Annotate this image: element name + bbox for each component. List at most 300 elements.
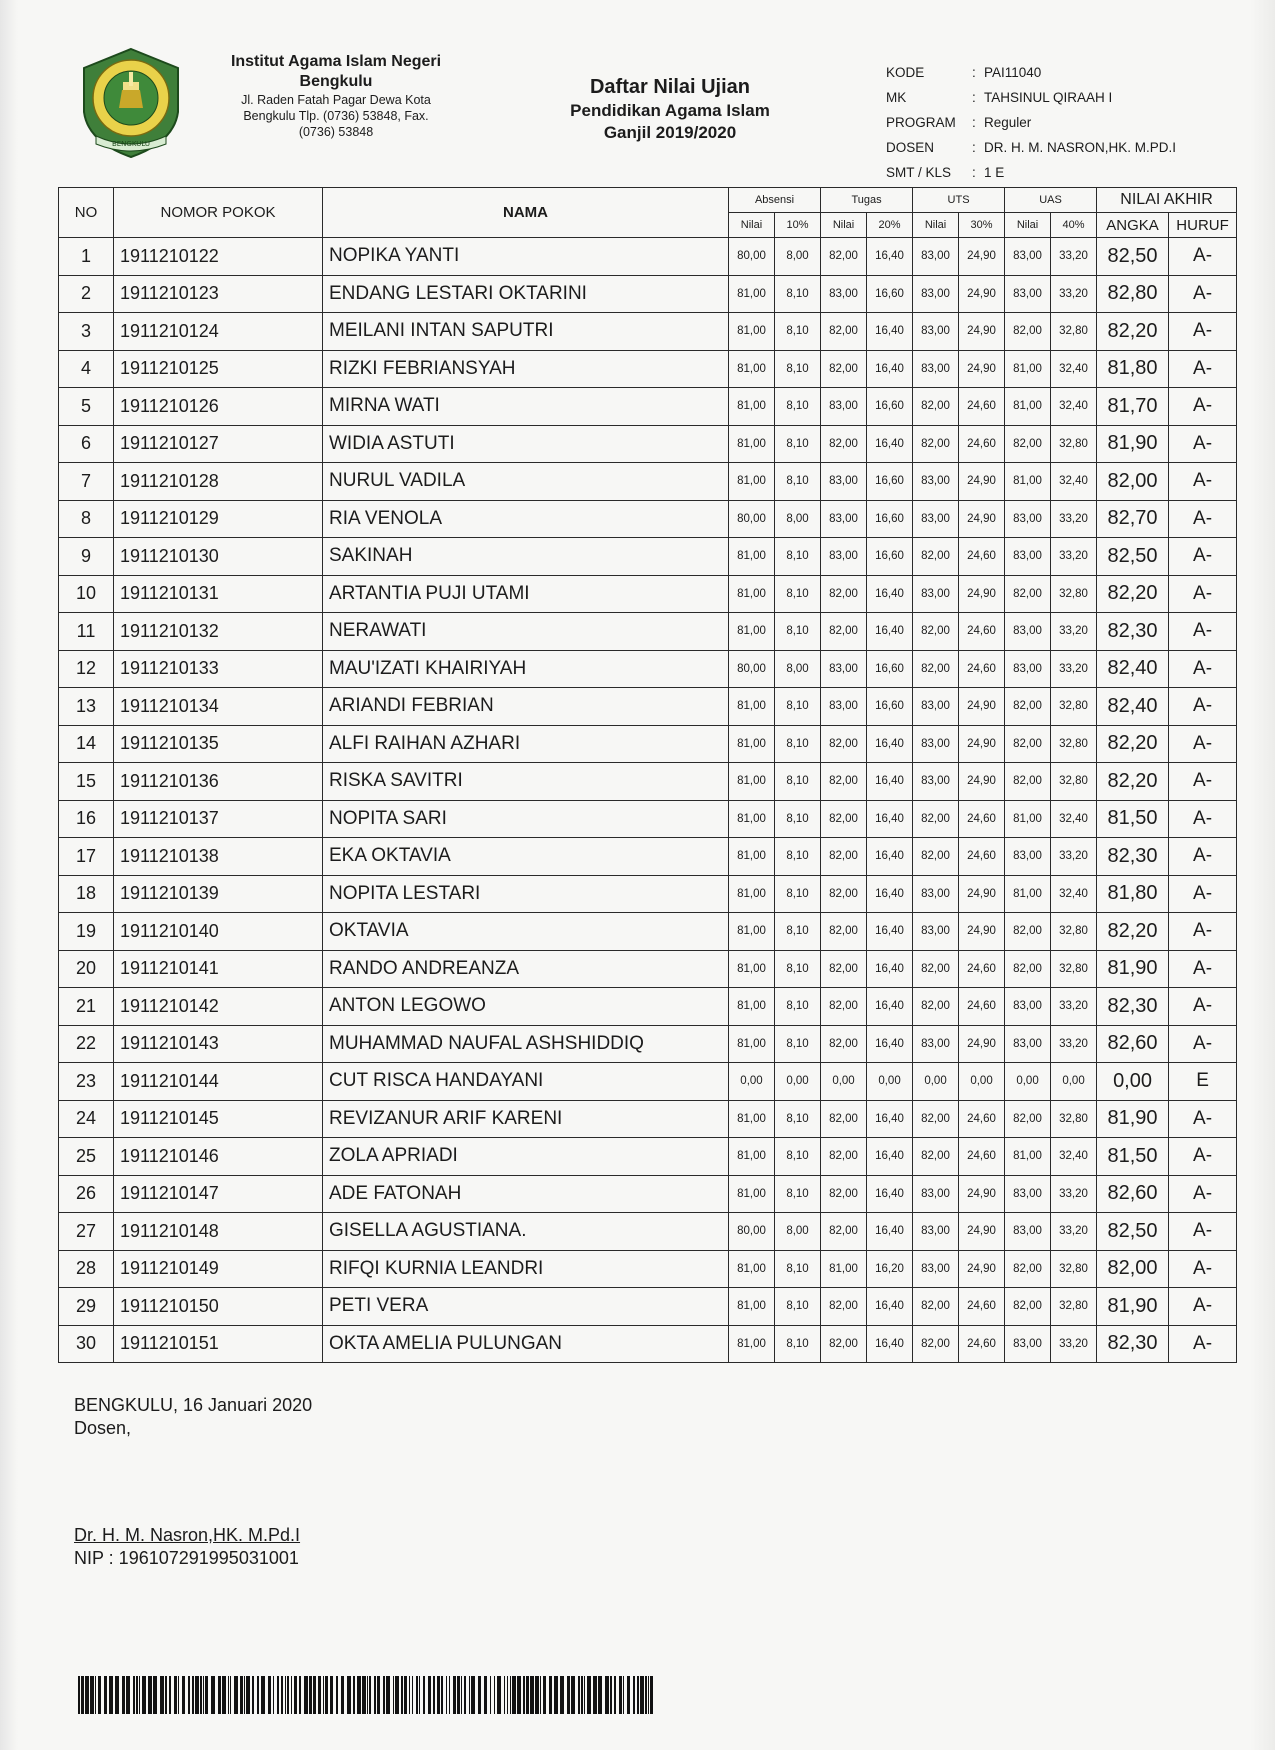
nilai-angka: 82,20 bbox=[1097, 725, 1169, 763]
absensi-nilai: 81,00 bbox=[729, 875, 775, 913]
absensi-nilai: 81,00 bbox=[729, 313, 775, 351]
uts-nilai: 83,00 bbox=[913, 350, 959, 388]
barcode-bar bbox=[571, 1676, 575, 1714]
table-row bbox=[59, 725, 1237, 763]
row-no: 19 bbox=[59, 913, 114, 951]
student-name: MIRNA WATI bbox=[323, 388, 729, 426]
table-row bbox=[59, 1100, 1237, 1138]
absensi-nilai: 81,00 bbox=[729, 1175, 775, 1213]
uts-nilai: 83,00 bbox=[913, 575, 959, 613]
barcode-bar bbox=[244, 1676, 245, 1714]
student-name: RIA VENOLA bbox=[323, 500, 729, 538]
barcode-bar bbox=[200, 1676, 202, 1714]
barcode-bar bbox=[142, 1676, 146, 1714]
uas-40pct: 33,20 bbox=[1051, 1025, 1097, 1063]
row-no: 16 bbox=[59, 800, 114, 838]
table-row bbox=[59, 575, 1237, 613]
uts-30pct: 24,90 bbox=[959, 1175, 1005, 1213]
row-no: 1 bbox=[59, 238, 114, 276]
table-row bbox=[59, 1025, 1237, 1063]
uas-nilai: 81,00 bbox=[1005, 350, 1051, 388]
uts-30pct: 24,60 bbox=[959, 1138, 1005, 1176]
barcode-bar bbox=[598, 1676, 602, 1714]
uas-nilai: 83,00 bbox=[1005, 500, 1051, 538]
row-no: 23 bbox=[59, 1063, 114, 1101]
uts-30pct: 24,90 bbox=[959, 688, 1005, 726]
title-line-3: Ganjil 2019/2020 bbox=[603, 123, 737, 142]
table-row bbox=[59, 988, 1237, 1026]
uts-nilai: 83,00 bbox=[913, 500, 959, 538]
barcode-bar bbox=[240, 1676, 243, 1714]
barcode-bar bbox=[393, 1676, 394, 1714]
tugas-20pct: 16,60 bbox=[867, 463, 913, 501]
barcode-bar bbox=[318, 1676, 321, 1714]
table-row bbox=[59, 1250, 1237, 1288]
tugas-nilai: 82,00 bbox=[821, 1025, 867, 1063]
barcode-bar bbox=[637, 1676, 639, 1714]
barcode-bar bbox=[554, 1676, 558, 1714]
uts-30pct: 24,90 bbox=[959, 500, 1005, 538]
student-name: NURUL VADILA bbox=[323, 463, 729, 501]
tugas-20pct: 16,40 bbox=[867, 238, 913, 276]
uas-nilai: 83,00 bbox=[1005, 650, 1051, 688]
uts-nilai: 83,00 bbox=[913, 913, 959, 951]
header-uas: UAS bbox=[1005, 188, 1097, 213]
grade-table-body bbox=[59, 238, 1237, 1363]
tugas-nilai: 83,00 bbox=[821, 688, 867, 726]
document-title bbox=[530, 74, 810, 144]
table-row bbox=[59, 800, 1237, 838]
tugas-nilai: 83,00 bbox=[821, 538, 867, 576]
header-uas-nilai: Nilai bbox=[1005, 213, 1051, 238]
row-no: 25 bbox=[59, 1138, 114, 1176]
meta-value: Reguler bbox=[984, 115, 1032, 130]
barcode-bar bbox=[304, 1676, 308, 1714]
nomor-pokok: 1911210128 bbox=[114, 463, 323, 501]
barcode-bar bbox=[490, 1676, 491, 1714]
tugas-20pct: 16,60 bbox=[867, 500, 913, 538]
barcode-icon bbox=[78, 1676, 658, 1714]
tugas-20pct: 16,40 bbox=[867, 1175, 913, 1213]
uas-nilai: 81,00 bbox=[1005, 463, 1051, 501]
absensi-nilai: 0,00 bbox=[729, 1063, 775, 1101]
row-no: 18 bbox=[59, 875, 114, 913]
barcode-bar bbox=[285, 1676, 286, 1714]
barcode-bar bbox=[581, 1676, 583, 1714]
nomor-pokok: 1911210142 bbox=[114, 988, 323, 1026]
barcode-bar bbox=[165, 1676, 167, 1714]
nomor-pokok: 1911210145 bbox=[114, 1100, 323, 1138]
barcode-bar bbox=[336, 1676, 338, 1714]
uas-40pct: 32,80 bbox=[1051, 950, 1097, 988]
barcode-bar bbox=[593, 1676, 597, 1714]
barcode-bar bbox=[464, 1676, 466, 1714]
nilai-huruf: A- bbox=[1169, 875, 1237, 913]
barcode-bar bbox=[273, 1676, 274, 1714]
barcode-bar bbox=[369, 1676, 371, 1714]
uas-nilai: 82,00 bbox=[1005, 913, 1051, 951]
table-row bbox=[59, 838, 1237, 876]
nomor-pokok: 1911210151 bbox=[114, 1325, 323, 1363]
uas-40pct: 32,40 bbox=[1051, 875, 1097, 913]
row-no: 10 bbox=[59, 575, 114, 613]
barcode-bar bbox=[234, 1676, 238, 1714]
barcode-bar bbox=[160, 1676, 164, 1714]
tugas-nilai: 82,00 bbox=[821, 725, 867, 763]
row-no: 7 bbox=[59, 463, 114, 501]
tugas-20pct: 16,40 bbox=[867, 1100, 913, 1138]
signature-block bbox=[74, 1394, 312, 1440]
barcode-bar bbox=[441, 1676, 443, 1714]
header-uts: UTS bbox=[913, 188, 1005, 213]
barcode-bar bbox=[504, 1676, 505, 1714]
table-row bbox=[59, 1288, 1237, 1326]
student-name: GISELLA AGUSTIANA. bbox=[323, 1213, 729, 1251]
barcode-bar bbox=[104, 1676, 107, 1714]
barcode-bar bbox=[268, 1676, 271, 1714]
absensi-10pct: 8,10 bbox=[775, 688, 821, 726]
uts-30pct: 24,90 bbox=[959, 350, 1005, 388]
nilai-huruf: A- bbox=[1169, 538, 1237, 576]
uas-nilai: 82,00 bbox=[1005, 313, 1051, 351]
uas-40pct: 33,20 bbox=[1051, 1213, 1097, 1251]
absensi-nilai: 81,00 bbox=[729, 1325, 775, 1363]
nilai-angka: 82,30 bbox=[1097, 988, 1169, 1026]
barcode-bar bbox=[367, 1676, 368, 1714]
student-name: CUT RISCA HANDAYANI bbox=[323, 1063, 729, 1101]
absensi-10pct: 8,10 bbox=[775, 1100, 821, 1138]
uts-30pct: 24,60 bbox=[959, 1100, 1005, 1138]
place-date: BENGKULU, 16 Januari 2020 bbox=[74, 1395, 313, 1415]
signer-role: Dosen, bbox=[74, 1418, 132, 1438]
nilai-angka: 82,00 bbox=[1097, 1250, 1169, 1288]
barcode-bar bbox=[404, 1676, 407, 1714]
uts-30pct: 24,90 bbox=[959, 725, 1005, 763]
header-nomor-pokok: NOMOR POKOK bbox=[114, 188, 323, 238]
nomor-pokok: 1911210146 bbox=[114, 1138, 323, 1176]
barcode-bar bbox=[222, 1676, 226, 1714]
tugas-nilai: 82,00 bbox=[821, 913, 867, 951]
barcode-bar bbox=[291, 1676, 292, 1714]
barcode-bar bbox=[294, 1676, 297, 1714]
uts-nilai: 0,00 bbox=[913, 1063, 959, 1101]
nilai-huruf: A- bbox=[1169, 275, 1237, 313]
tugas-nilai: 82,00 bbox=[821, 763, 867, 801]
uas-nilai: 82,00 bbox=[1005, 688, 1051, 726]
uts-nilai: 83,00 bbox=[913, 313, 959, 351]
uts-nilai: 83,00 bbox=[913, 763, 959, 801]
uas-40pct: 33,20 bbox=[1051, 238, 1097, 276]
meta-key: DOSEN bbox=[886, 140, 935, 155]
uas-nilai: 83,00 bbox=[1005, 275, 1051, 313]
barcode-bar bbox=[469, 1676, 470, 1714]
barcode-bar bbox=[230, 1676, 231, 1714]
uts-nilai: 83,00 bbox=[913, 725, 959, 763]
title-line-1: Daftar Nilai Ujian bbox=[589, 76, 751, 98]
barcode-bar bbox=[377, 1676, 380, 1714]
nomor-pokok: 1911210124 bbox=[114, 313, 323, 351]
table-row bbox=[59, 763, 1237, 801]
barcode-bar bbox=[205, 1676, 208, 1714]
barcode-bar bbox=[614, 1676, 616, 1714]
tugas-20pct: 16,40 bbox=[867, 1138, 913, 1176]
barcode-bar bbox=[139, 1676, 140, 1714]
absensi-nilai: 81,00 bbox=[729, 613, 775, 651]
table-row bbox=[59, 1325, 1237, 1363]
tugas-20pct: 16,40 bbox=[867, 313, 913, 351]
barcode-bar bbox=[182, 1676, 185, 1714]
uts-nilai: 82,00 bbox=[913, 388, 959, 426]
tugas-20pct: 16,40 bbox=[867, 950, 913, 988]
uts-30pct: 24,60 bbox=[959, 388, 1005, 426]
barcode-bar bbox=[543, 1676, 546, 1714]
tugas-nilai: 83,00 bbox=[821, 275, 867, 313]
absensi-nilai: 81,00 bbox=[729, 275, 775, 313]
uas-40pct: 32,40 bbox=[1051, 463, 1097, 501]
tugas-nilai: 82,00 bbox=[821, 613, 867, 651]
student-name: ENDANG LESTARI OKTARINI bbox=[323, 275, 729, 313]
header-huruf: HURUF bbox=[1169, 213, 1237, 238]
nilai-huruf: A- bbox=[1169, 1325, 1237, 1363]
absensi-10pct: 8,10 bbox=[775, 875, 821, 913]
barcode-bar bbox=[85, 1676, 89, 1714]
nomor-pokok: 1911210123 bbox=[114, 275, 323, 313]
nilai-huruf: A- bbox=[1169, 575, 1237, 613]
nilai-angka: 82,50 bbox=[1097, 238, 1169, 276]
uts-30pct: 24,60 bbox=[959, 650, 1005, 688]
nilai-angka: 81,70 bbox=[1097, 388, 1169, 426]
tugas-nilai: 82,00 bbox=[821, 838, 867, 876]
absensi-10pct: 8,10 bbox=[775, 1175, 821, 1213]
barcode-bar bbox=[323, 1676, 324, 1714]
nilai-angka: 82,50 bbox=[1097, 1213, 1169, 1251]
nilai-angka: 82,00 bbox=[1097, 463, 1169, 501]
absensi-10pct: 0,00 bbox=[775, 1063, 821, 1101]
uts-30pct: 24,60 bbox=[959, 1288, 1005, 1326]
absensi-10pct: 8,00 bbox=[775, 1213, 821, 1251]
uas-nilai: 81,00 bbox=[1005, 800, 1051, 838]
tugas-20pct: 16,60 bbox=[867, 538, 913, 576]
absensi-10pct: 8,10 bbox=[775, 1025, 821, 1063]
tugas-nilai: 82,00 bbox=[821, 350, 867, 388]
uas-nilai: 81,00 bbox=[1005, 1138, 1051, 1176]
nilai-huruf: A- bbox=[1169, 238, 1237, 276]
uts-nilai: 83,00 bbox=[913, 463, 959, 501]
nilai-angka: 81,90 bbox=[1097, 950, 1169, 988]
nilai-huruf: A- bbox=[1169, 1100, 1237, 1138]
tugas-20pct: 16,40 bbox=[867, 800, 913, 838]
nilai-angka: 82,20 bbox=[1097, 913, 1169, 951]
barcode-bar bbox=[526, 1676, 529, 1714]
row-no: 29 bbox=[59, 1288, 114, 1326]
student-name: NERAWATI bbox=[323, 613, 729, 651]
institution-block bbox=[204, 52, 468, 140]
student-name: SAKINAH bbox=[323, 538, 729, 576]
barcode-bar bbox=[484, 1676, 487, 1714]
tugas-nilai: 82,00 bbox=[821, 1138, 867, 1176]
header-uts-pct: 30% bbox=[959, 213, 1005, 238]
row-no: 17 bbox=[59, 838, 114, 876]
meta-value: 1 E bbox=[984, 165, 1005, 180]
absensi-10pct: 8,00 bbox=[775, 500, 821, 538]
barcode-bar bbox=[530, 1676, 534, 1714]
uts-nilai: 82,00 bbox=[913, 650, 959, 688]
uts-nilai: 82,00 bbox=[913, 538, 959, 576]
absensi-10pct: 8,00 bbox=[775, 238, 821, 276]
nilai-huruf: A- bbox=[1169, 425, 1237, 463]
tugas-20pct: 16,40 bbox=[867, 838, 913, 876]
uas-nilai: 83,00 bbox=[1005, 988, 1051, 1026]
meta-key: KODE bbox=[886, 65, 925, 80]
barcode-bar bbox=[353, 1676, 355, 1714]
absensi-nilai: 81,00 bbox=[729, 350, 775, 388]
meta-colon: : bbox=[972, 165, 976, 180]
barcode-bar bbox=[188, 1676, 190, 1714]
absensi-10pct: 8,10 bbox=[775, 950, 821, 988]
uts-nilai: 82,00 bbox=[913, 1325, 959, 1363]
institution-name: Institut Agama Islam Negeri bbox=[230, 53, 442, 70]
nilai-huruf: A- bbox=[1169, 838, 1237, 876]
tugas-20pct: 16,40 bbox=[867, 988, 913, 1026]
barcode-bar bbox=[494, 1676, 495, 1714]
uas-40pct: 32,40 bbox=[1051, 388, 1097, 426]
uts-nilai: 83,00 bbox=[913, 1025, 959, 1063]
absensi-nilai: 81,00 bbox=[729, 1100, 775, 1138]
uas-40pct: 33,20 bbox=[1051, 500, 1097, 538]
uts-30pct: 24,60 bbox=[959, 1325, 1005, 1363]
nilai-angka: 82,80 bbox=[1097, 275, 1169, 313]
meta-key: SMT / KLS bbox=[886, 165, 952, 180]
barcode-bar bbox=[109, 1676, 113, 1714]
absensi-10pct: 8,10 bbox=[775, 575, 821, 613]
student-name: RISKA SAVITRI bbox=[323, 763, 729, 801]
nilai-angka: 81,50 bbox=[1097, 1138, 1169, 1176]
uts-30pct: 24,60 bbox=[959, 800, 1005, 838]
uas-nilai: 83,00 bbox=[1005, 238, 1051, 276]
uts-30pct: 24,60 bbox=[959, 988, 1005, 1026]
barcode-bar bbox=[549, 1676, 552, 1714]
header-absensi-nilai: Nilai bbox=[729, 213, 775, 238]
header-absensi: Absensi bbox=[729, 188, 821, 213]
uts-nilai: 82,00 bbox=[913, 1100, 959, 1138]
student-name: NOPIKA YANTI bbox=[323, 238, 729, 276]
uas-nilai: 82,00 bbox=[1005, 1250, 1051, 1288]
tugas-20pct: 16,40 bbox=[867, 575, 913, 613]
barcode-bar bbox=[453, 1676, 456, 1714]
barcode-bar bbox=[203, 1676, 204, 1714]
absensi-10pct: 8,10 bbox=[775, 988, 821, 1026]
tugas-nilai: 82,00 bbox=[821, 1325, 867, 1363]
barcode-bar bbox=[386, 1676, 390, 1714]
barcode-bar bbox=[523, 1676, 525, 1714]
nilai-huruf: A- bbox=[1169, 650, 1237, 688]
table-row bbox=[59, 875, 1237, 913]
student-name: MAU'IZATI KHAIRIYAH bbox=[323, 650, 729, 688]
meta-colon: : bbox=[972, 65, 976, 80]
barcode-bar bbox=[325, 1676, 328, 1714]
uts-nilai: 82,00 bbox=[913, 800, 959, 838]
uas-40pct: 32,80 bbox=[1051, 575, 1097, 613]
barcode-bar bbox=[560, 1676, 564, 1714]
table-row bbox=[59, 613, 1237, 651]
nomor-pokok: 1911210126 bbox=[114, 388, 323, 426]
table-row bbox=[59, 950, 1237, 988]
barcode-bar bbox=[540, 1676, 541, 1714]
table-row bbox=[59, 463, 1237, 501]
row-no: 22 bbox=[59, 1025, 114, 1063]
nomor-pokok: 1911210133 bbox=[114, 650, 323, 688]
barcode-bar bbox=[169, 1676, 171, 1714]
tugas-20pct: 16,40 bbox=[867, 613, 913, 651]
row-no: 6 bbox=[59, 425, 114, 463]
table-row bbox=[59, 538, 1237, 576]
student-name: MUHAMMAD NAUFAL ASHSHIDDIQ bbox=[323, 1025, 729, 1063]
nomor-pokok: 1911210140 bbox=[114, 913, 323, 951]
barcode-bar bbox=[195, 1676, 199, 1714]
row-no: 5 bbox=[59, 388, 114, 426]
uas-40pct: 32,80 bbox=[1051, 763, 1097, 801]
nilai-huruf: A- bbox=[1169, 463, 1237, 501]
barcode-bar bbox=[416, 1676, 418, 1714]
barcode-bar bbox=[246, 1676, 250, 1714]
absensi-nilai: 81,00 bbox=[729, 688, 775, 726]
row-no: 11 bbox=[59, 613, 114, 651]
uts-30pct: 24,60 bbox=[959, 425, 1005, 463]
barcode-bar bbox=[584, 1676, 585, 1714]
uts-nilai: 82,00 bbox=[913, 1288, 959, 1326]
nilai-huruf: A- bbox=[1169, 1175, 1237, 1213]
nomor-pokok: 1911210130 bbox=[114, 538, 323, 576]
tugas-nilai: 82,00 bbox=[821, 950, 867, 988]
absensi-10pct: 8,10 bbox=[775, 275, 821, 313]
student-name: ANTON LEGOWO bbox=[323, 988, 729, 1026]
barcode-bar bbox=[419, 1676, 420, 1714]
tugas-nilai: 82,00 bbox=[821, 425, 867, 463]
tugas-20pct: 16,40 bbox=[867, 913, 913, 951]
table-row bbox=[59, 350, 1237, 388]
nilai-angka: 82,20 bbox=[1097, 313, 1169, 351]
student-name: OKTA AMELIA PULUNGAN bbox=[323, 1325, 729, 1363]
row-no: 12 bbox=[59, 650, 114, 688]
uas-40pct: 32,40 bbox=[1051, 350, 1097, 388]
tugas-20pct: 16,60 bbox=[867, 650, 913, 688]
uts-30pct: 24,90 bbox=[959, 313, 1005, 351]
barcode-bar bbox=[645, 1676, 647, 1714]
tugas-20pct: 16,60 bbox=[867, 275, 913, 313]
header-uas-pct: 40% bbox=[1051, 213, 1097, 238]
barcode-bar bbox=[497, 1676, 501, 1714]
row-no: 28 bbox=[59, 1250, 114, 1288]
uts-30pct: 24,60 bbox=[959, 613, 1005, 651]
meta-row bbox=[886, 160, 1176, 185]
barcode-bar bbox=[277, 1676, 279, 1714]
student-name: REVIZANUR ARIF KARENI bbox=[323, 1100, 729, 1138]
meta-value: DR. H. M. NASRON,HK. M.PD.I bbox=[984, 140, 1177, 155]
tugas-20pct: 16,60 bbox=[867, 688, 913, 726]
uas-nilai: 83,00 bbox=[1005, 838, 1051, 876]
barcode-bar bbox=[610, 1676, 612, 1714]
barcode-bar bbox=[412, 1676, 413, 1714]
barcode-bar bbox=[449, 1676, 450, 1714]
nilai-angka: 81,90 bbox=[1097, 1288, 1169, 1326]
barcode-bar bbox=[567, 1676, 570, 1714]
barcode-bar bbox=[446, 1676, 447, 1714]
nomor-pokok: 1911210122 bbox=[114, 238, 323, 276]
meta-value: TAHSINUL QIRAAH I bbox=[984, 90, 1113, 105]
nilai-angka: 82,40 bbox=[1097, 688, 1169, 726]
barcode-bar bbox=[261, 1676, 265, 1714]
nilai-angka: 82,30 bbox=[1097, 838, 1169, 876]
